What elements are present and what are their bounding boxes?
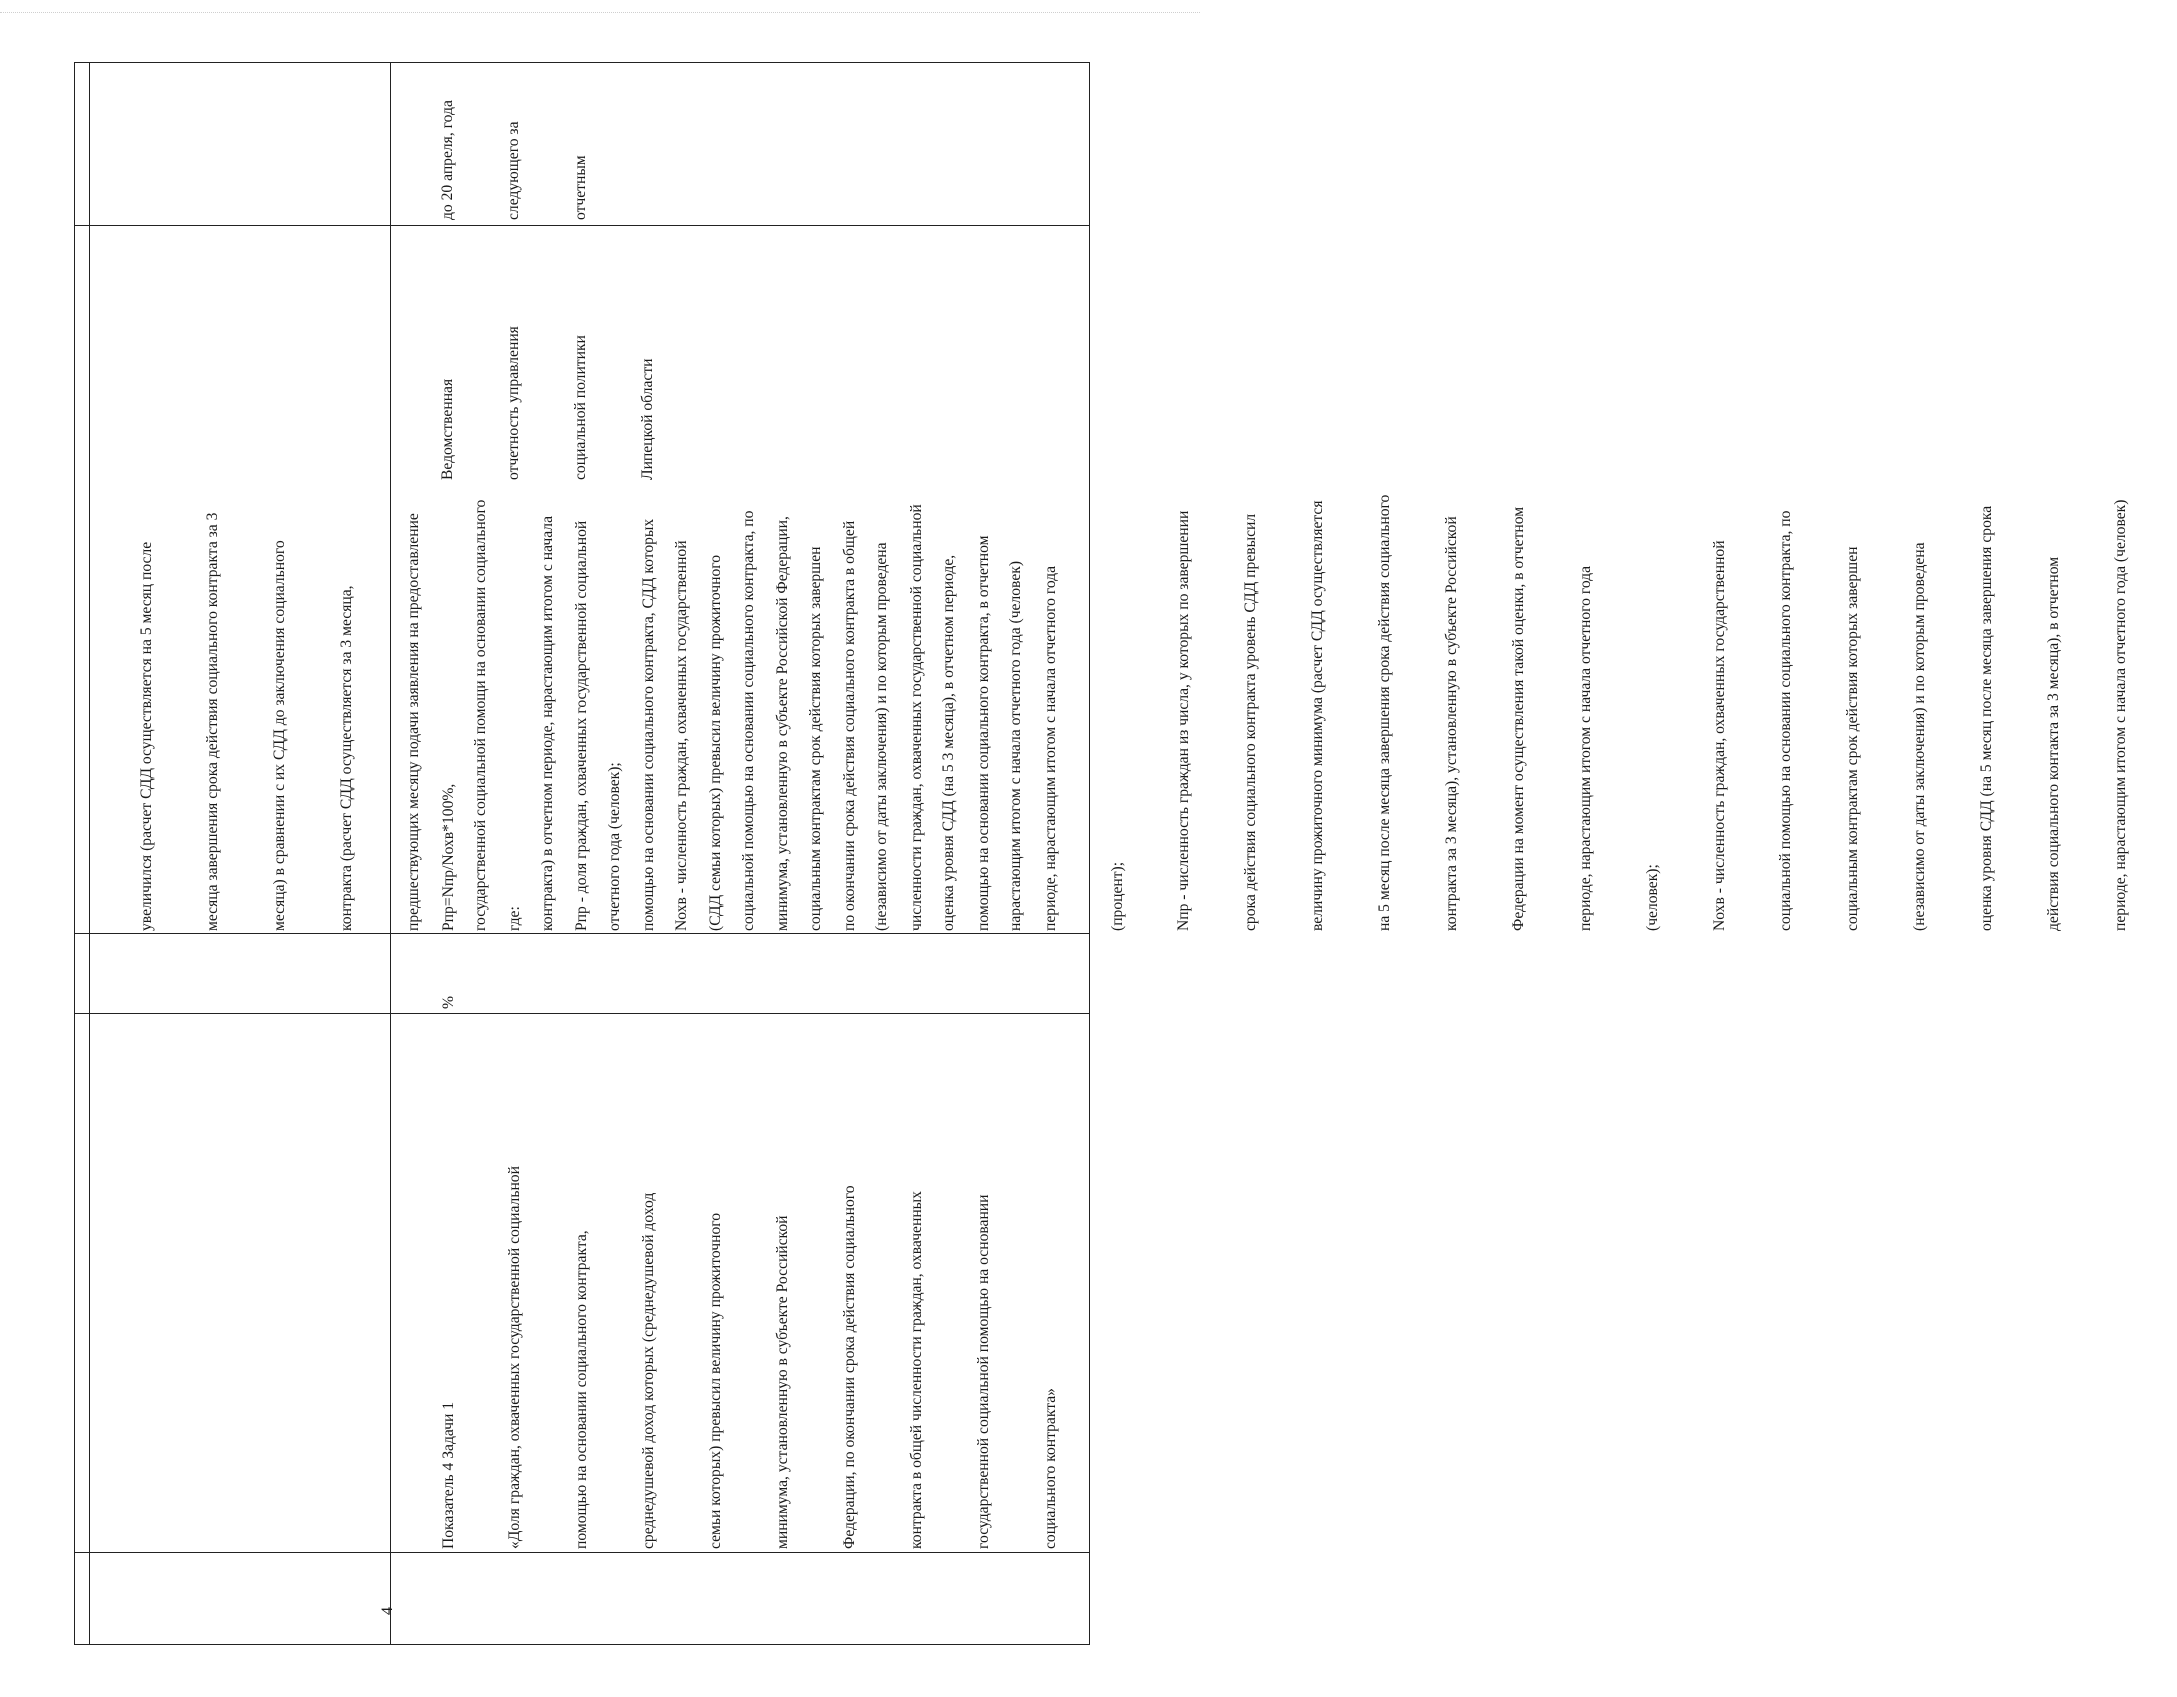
text-line: (независимо от даты заключения) и по которым проведена bbox=[1911, 542, 1929, 931]
table-rule bbox=[75, 1013, 1089, 1014]
text-line: минимума, установленную в субъекте Российской Федерации, bbox=[774, 516, 792, 931]
text-line: Pпр - доля граждан, охваченных государственной социальной bbox=[573, 520, 591, 931]
text-line: контракта в общей численности граждан, охваченных bbox=[907, 1191, 925, 1549]
text-line: предшествующих месяцу подачи заявления на предоставление bbox=[405, 513, 423, 931]
text-line: оценка уровня СДД (на 5 месяц после месяца завершения срока bbox=[1978, 505, 1996, 931]
text-line: «Доля граждан, охваченных государственной социальной bbox=[506, 1166, 524, 1549]
text-line: Pпр=Nпр/Nохв*100%, bbox=[439, 783, 457, 931]
source-cell bbox=[392, 284, 682, 480]
text-line: социальной помощью на основании социального контракта, по bbox=[1777, 510, 1795, 931]
scan-edge-line bbox=[0, 12, 1200, 13]
text-line: периоде, нарастающим итогом с начала отчетного года (человек) bbox=[2111, 499, 2129, 931]
text-line: минимума, установленную в субъекте Российской bbox=[774, 1215, 792, 1549]
text-line: Nпр - численность граждан из числа, у которых по завершении bbox=[1175, 510, 1193, 931]
text-line: где: bbox=[506, 906, 524, 931]
text-line: периоде, нарастающим итогом с начала отчетного года bbox=[1576, 565, 1594, 931]
text-line: государственной социальной помощью на основании bbox=[974, 1194, 992, 1549]
text-line: Nохв - численность граждан, охваченных государственной bbox=[1710, 540, 1728, 931]
text-line: государственной социальной помощи на основании социального bbox=[472, 499, 490, 931]
text-line: на 5 месяц после месяца завершения срока действия социального bbox=[1376, 494, 1394, 931]
table-rule bbox=[75, 1552, 1089, 1553]
text-line: Nохв - численность граждан, охваченных государственной bbox=[672, 540, 690, 931]
left-margin-rule bbox=[89, 63, 90, 1644]
text-line: семьи которых) превысил величину прожиточного bbox=[707, 1212, 725, 1549]
indicator-cell bbox=[393, 1017, 1107, 1549]
text-line: социальным контрактам срок действия которых завершен bbox=[806, 546, 824, 931]
text-line: следующего за bbox=[505, 121, 523, 220]
unit-cell bbox=[393, 933, 504, 1009]
text-line: (человек); bbox=[1643, 864, 1661, 931]
text-line: месяца) в сравнении с их СДД до заключения социального bbox=[271, 540, 289, 931]
text-line: помощью на основании социального контракта, в отчетном bbox=[974, 535, 992, 931]
text-line: периоде, нарастающим итогом с начала отчетного года bbox=[1041, 565, 1059, 931]
text-line: социального контракта» bbox=[1041, 1388, 1059, 1549]
text-line: оценка уровня СДД (на 5 3 месяца), в отчетном периоде, bbox=[940, 554, 958, 931]
text-line: социальной помощью на основании социального контракта, по bbox=[739, 510, 757, 931]
text-line: численности граждан, охваченных государственной социальной bbox=[907, 504, 925, 931]
text-line: Липецкой области bbox=[639, 358, 657, 480]
text-line: Федерации на момент осуществления такой оценки, в отчетном bbox=[1509, 506, 1527, 931]
text-line: помощью на основании социального контракта, СДД которых bbox=[640, 518, 658, 931]
text-line: Ведомственная bbox=[438, 378, 456, 480]
text-line: Федерации, по окончании срока действия социального bbox=[840, 1185, 858, 1549]
text-line: социальным контрактам срок действия которых завершен bbox=[1844, 546, 1862, 931]
text-line: по окончании срока действия социального контракта в общей bbox=[840, 520, 858, 931]
text-line: (независимо от даты заключения) и по которым проведена bbox=[873, 542, 891, 931]
text-line: среднедушевой доход которых (среднедушевой доход bbox=[640, 1192, 658, 1549]
deadline-cell-text bbox=[393, 0, 438, 64]
text-line: (процент); bbox=[1108, 861, 1126, 931]
text-line: помощью на основании социального контракта, bbox=[573, 1230, 591, 1549]
text-line: увеличился (расчет СДД осуществляется на 5 месяц после bbox=[137, 541, 155, 931]
text-line: месяца завершения срока действия социального контракта за 3 bbox=[204, 512, 222, 931]
text-line: до 20 апреля, года bbox=[438, 100, 456, 220]
text-line: отчетным bbox=[572, 155, 590, 220]
text-line: социальной политики bbox=[572, 335, 590, 480]
text-line: отчетного года (человек); bbox=[605, 762, 623, 931]
table-rule bbox=[75, 933, 1089, 934]
text-line: контракта (расчет СДД осуществляется за 3 месяца, bbox=[338, 585, 356, 931]
unit-value: % bbox=[439, 996, 457, 1009]
text-line: нарастающим итогом с начала отчетного года (человек) bbox=[1007, 560, 1025, 931]
text-line: отчетность управления bbox=[505, 326, 523, 480]
row-number: 4 bbox=[379, 1607, 396, 1615]
text-line: контракта за 3 месяца), установленную в субъекте Российской bbox=[1442, 516, 1460, 931]
text-line: (СДД семьи которых) превысил величину прожиточного bbox=[707, 554, 725, 931]
text-line: действия социального контакта за 3 месяца), в отчетном bbox=[2044, 556, 2062, 931]
text-line: срока действия социального контракта уровень СДД превысил bbox=[1242, 513, 1260, 931]
text-line: Показатель 4 Задачи 1 bbox=[439, 1401, 457, 1549]
text-line: величину прожиточного минимума (расчет СДД осуществляется bbox=[1309, 500, 1327, 931]
deadline-cell bbox=[392, 62, 615, 220]
text-line: контракта) в отчетном периоде, нарастающим итогом с начала bbox=[538, 516, 556, 931]
